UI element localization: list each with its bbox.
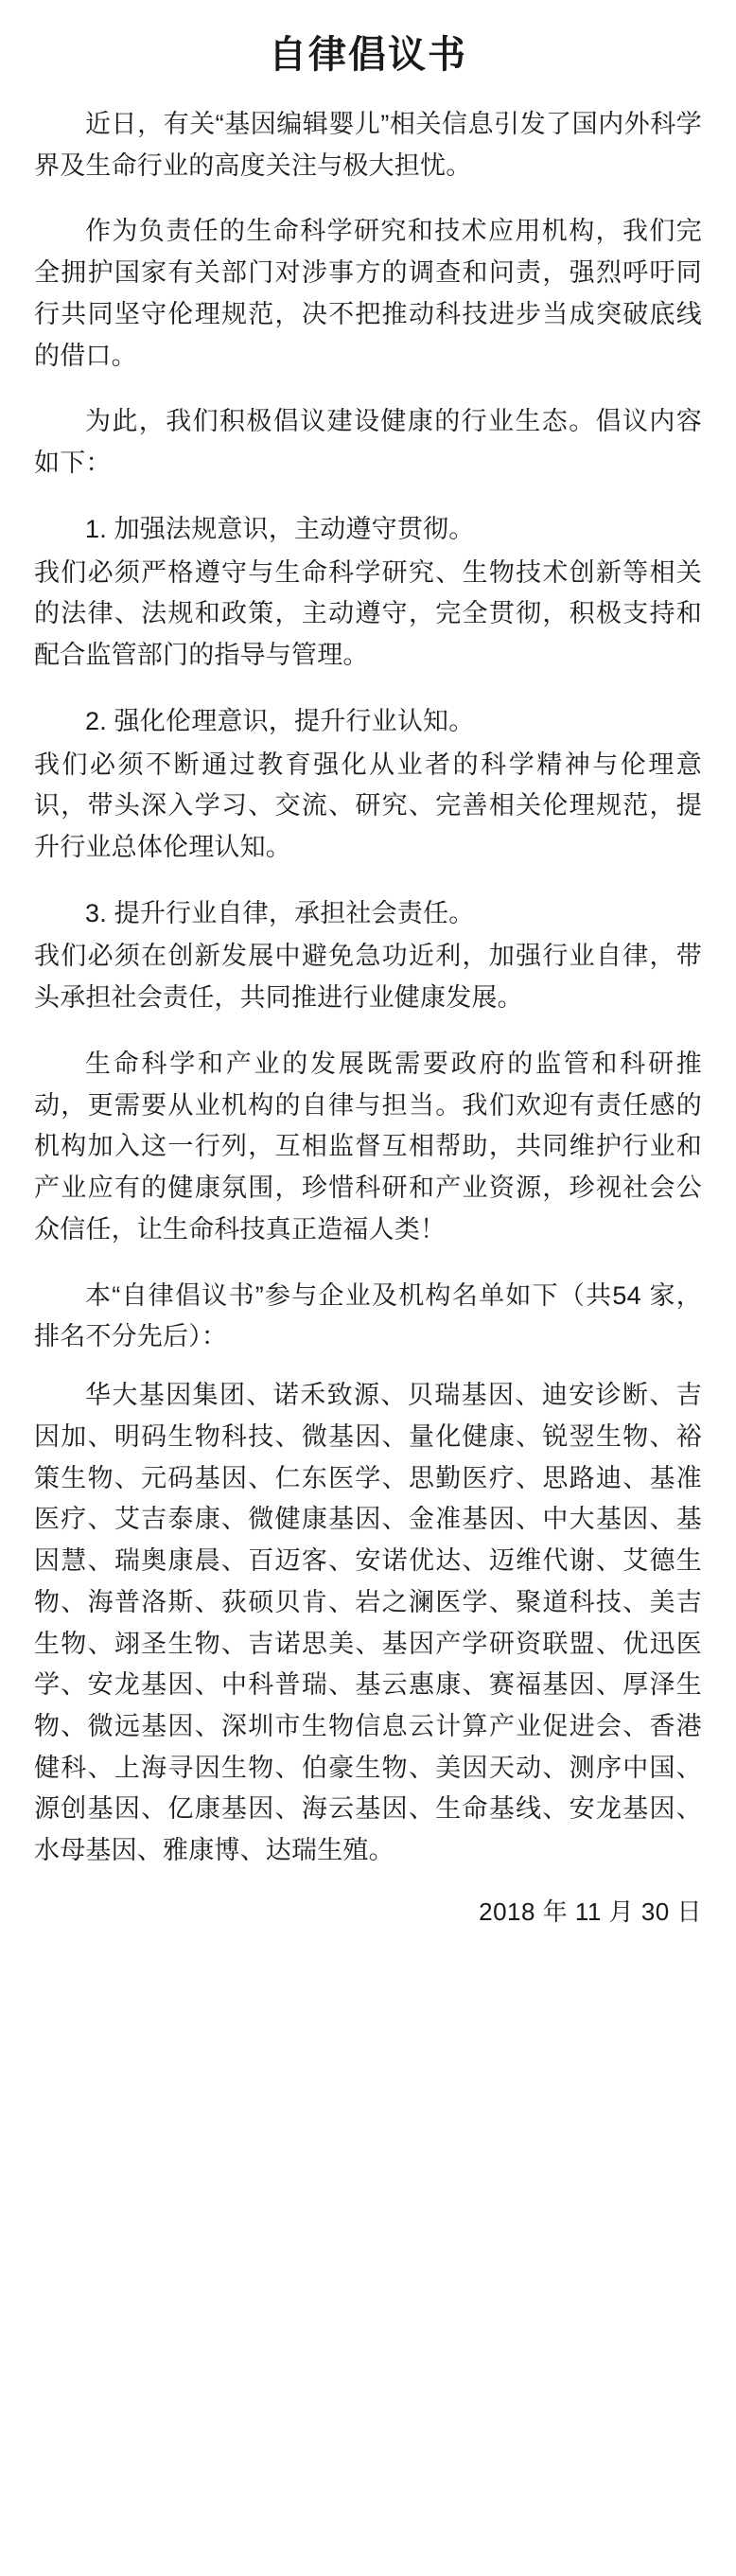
section-heading-2: 2. 强化伦理意识，提升行业认知。 [85, 706, 475, 735]
intro-paragraph-1: 近日，有关“基因编辑婴儿”相关信息引发了国内外科学界及生命行业的高度关注与极大担忧。 [34, 110, 702, 180]
section-heading-3: 3. 提升行业自律，承担社会责任。 [85, 898, 475, 927]
section-body-2: 我们必须不断通过教育强化从业者的科学精神与伦理意识，带头深入学习、交流、研究、完善相关伦理规范，提升行业总体伦理认知。 [34, 750, 702, 862]
intro-paragraph-2: 作为负责任的生命科学研究和技术应用机构，我们完全拥护国家有关部门对涉事方的调查和问责，强烈呼吁同行共同坚守伦理规范，决不把推动科技进步当成突破底线的借口。 [34, 217, 702, 370]
signatories-intro: 本“自律倡议书”参与企业及机构名单如下（共54 家，排名不分先后）： [34, 1280, 702, 1351]
section-body-3: 我们必须在创新发展中避免急功近利，加强行业自律，带头承担社会责任，共同推进行业健康发展。 [34, 942, 702, 1013]
page-title: 自律倡议书 [269, 34, 467, 76]
section-body-1: 我们必须严格遵守与生命科学研究、生物技术创新等相关的法律、法规和政策，主动遵守，完全贯彻，积极支持和配合监管部门的指导与管理。 [34, 557, 702, 670]
intro-paragraph-3: 为此，我们积极倡议建设健康的行业生态。倡议内容如下： [34, 407, 702, 478]
section-heading-1: 1. 加强法规意识，主动遵守贯彻。 [85, 514, 475, 543]
closing-paragraph: 生命科学和产业的发展既需要政府的监管和科研推动，更需要从业机构的自律与担当。我们欢迎有责任感的机构加入这一行列，互相监督互相帮助，共同维护行业和产业应有的健康氛围，珍惜科研和产业资源，珍视社会公众信任，让生命科技真正造福人类！ [34, 1049, 702, 1244]
signatories-list: 华大基因集团、诺禾致源、贝瑞基因、迪安诊断、吉因加、明码生物科技、微基因、量化健康、锐翌生物、裕策生物、元码基因、仁东医学、思勤医疗、思路迪、基准医疗、艾吉泰康、微健康基因、金准基因、中大基因、基因慧、瑞奥康晨、百迈客、安诺优达、迈维代谢、艾德生物、海普洛斯、荻硕贝肯、岩之澜医学、聚道科技、美吉生物、翊圣生物、吉诺思美、基因产学研资联盟、优迅医学、安龙基因、中科普瑞、基云惠康、赛福基因、厚泽生物、微远基因、深圳市生物信息云计算产业促进会、香港健科、上海寻因生物、伯豪生物、美因天动、测序中国、源创基因、亿康基因、海云基因、生命基线、安龙基因、水母基因、雅康博、达瑞生殖。 [34, 1381, 702, 1865]
document-date: 2018 年 11 月 30 日 [479, 1897, 702, 1926]
